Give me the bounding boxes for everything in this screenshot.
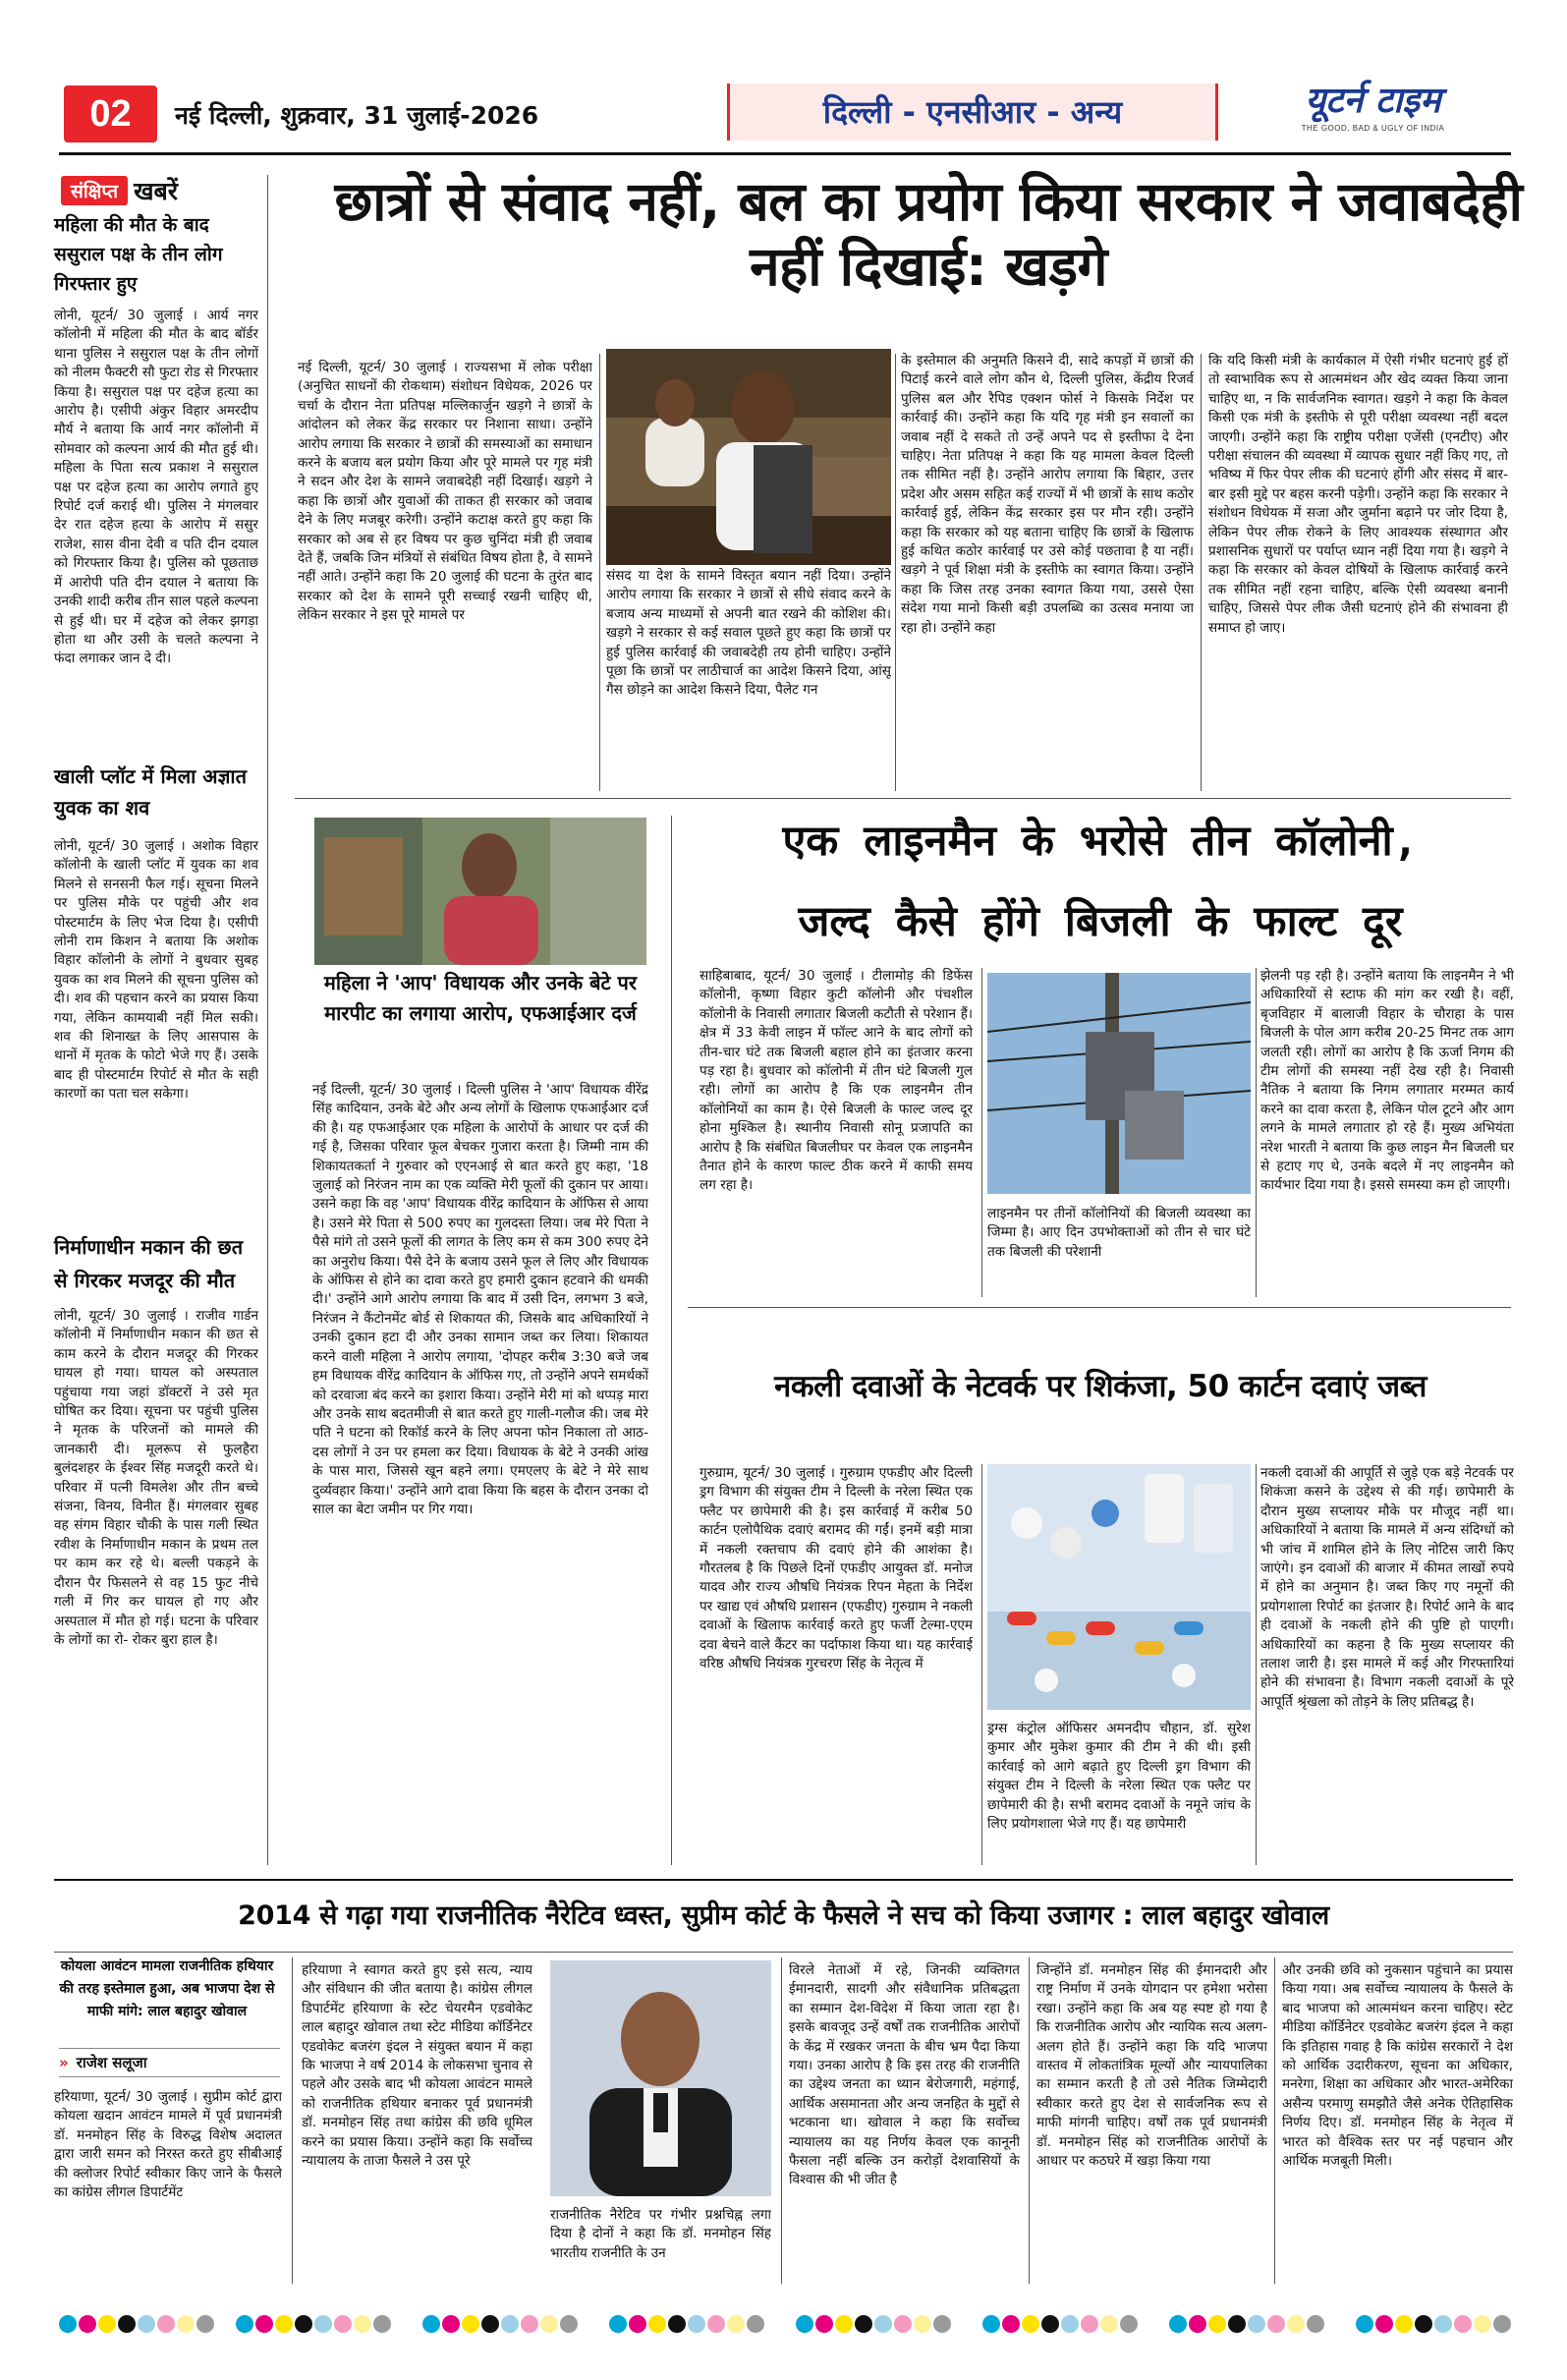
- registration-swatch: [609, 2315, 627, 2333]
- drugs-column-3: नकली दवाओं की आपूर्ति से जुड़े एक बड़े नेटवर्क पर शिकंजा कसने के उद्देश्य से की गई। छापेमारी के दौरान मुख्य सप्लायर मौके पर मौजूद नहीं था। अधिकारियों ने बताया कि मामले में अन्य संदिग्धों को भी जांच में शामिल होने के लिए नोटिस जारी किए जाएंगे। इन दवाओं की बाजार में कीमत लाखों रुपये में होने का अनुमान है। जब्त किए गए नमूनों की प्रयोगशाला रिपोर्ट का इंतजार है। रिपोर्ट आने के बाद ही दवाओं के नकली होने की पुष्टि हो पाएगी। अधिकारियों का कहना है कि मुख्य सप्लायर की तलाश जारी है। इस मामले में कई और गिरफ्तारियां होने की संभावना है। विभाग नकली दवाओं के पूरे आपूर्ति श्रृंखला को तोड़ने के लिए प्रतिबद्ध है।: [1260, 1465, 1514, 1710]
- lineman-bottom-rule: [688, 1307, 1511, 1308]
- bottom-divider-3: [1029, 1957, 1030, 2284]
- lineman-column-1: साहिबाबाद, यूटर्न/ 30 जुलाई । टीलामोड़ की डिफेंस कॉलोनी, कृष्णा विहार कुटी कॉलोनी और पंचशील कॉलोनी के निवासी लगातार बिजली कटौती से परेशान हैं। क्षेत्र में 33 केवी लाइन में फॉल्ट आने के बाद लोगों को तीन-चार घंटे तक बिजली बहाल होने का इंतजार करना पड़ रहा है। बुधवार को कॉलोनी में तीन घंटे बिजली गुल रही। लोगों का आरोप है कि एक लाइनमैन तीन कॉलोनियों का काम है। ऐसे बिजली के फाल्ट जल्द दूर होना मुश्किल है। स्थानीय निवासी सोनू प्रजापति का आरोप है कि संबंधित बिजलीघर पर केवल एक लाइनमैन तैनात होने के कारण फाल्ट ठीक करने में काफी समय लग रहा है।: [700, 968, 973, 1194]
- registration-swatch: [1189, 2315, 1206, 2333]
- bottom-column-2: हरियाणा ने स्वागत करते हुए इसे सत्य, न्याय और संविधान की जीत बताया है। कांग्रेस लीगल डिपार्टमेंट हरियाणा के स्टेट चेयरमैन एडवोकेट लाल बहादुर खोवाल तथा स्टेट मीडिया कॉर्डिनेटर एडवोकेट बजरंग इंदल ने संयुक्त बयान में कहा कि भाजपा ने वर्ष 2014 के लोकसभा चुनाव से पहले और उसके बाद भी कोयला आवंटन मामले को राजनीतिक हथियार बनाकर पूर्व प्रधानमंत्री डॉ. मनमोहन सिंह तथा कांग्रेस की छवि धूमिल करने का प्रयास किया। उन्होंने कहा कि सर्वोच्च न्यायालय के ताजा फैसले ने उस पूरे: [302, 1962, 532, 2170]
- dateline: नई दिल्ली, शुक्रवार, 31 जुलाई-2026: [175, 101, 539, 130]
- registration-bar: [0, 2309, 1567, 2339]
- khowal-photo: [550, 1960, 771, 2196]
- registration-swatch: [1228, 2315, 1246, 2333]
- registration-swatch: [1356, 2315, 1373, 2333]
- registration-swatch: [354, 2315, 371, 2333]
- drugs-headline: नकली दवाओं के नेटवर्क पर शिकंजा, 50 कार्टन दवाएं जब्त: [774, 1369, 1427, 1404]
- kharge-photo: [606, 349, 891, 565]
- lineman-headline-2: जल्द कैसे होंगे बिजली के फाल्ट दूर: [798, 897, 1403, 946]
- complainant-photo: [314, 818, 646, 965]
- registration-swatch: [481, 2315, 499, 2333]
- registration-swatch: [501, 2315, 519, 2333]
- masthead-rule: [59, 152, 1511, 155]
- bottom-kicker: कोयला आवंटन मामला राजनीतिक हथियार की तरह इस्तेमाल हुआ, अब भाजपा देश से माफी मांगे: लाल बहादुर खोवाल: [59, 1958, 275, 2019]
- lineman-headline-1: एक लाइनमैन के भरोसे तीन कॉलोनी,: [782, 817, 1419, 866]
- byline-name: राजेश सलूजा: [76, 2054, 147, 2071]
- registration-swatch: [1307, 2315, 1324, 2333]
- registration-swatch: [1022, 2315, 1039, 2333]
- registration-swatch: [1395, 2315, 1413, 2333]
- brief-tag-red: संक्षिप्त: [61, 176, 128, 205]
- sidebar-brief-tag: [61, 175, 253, 206]
- lead-column-3: के इस्तेमाल की अनुमति किसने दी, सादे कपड़ों में छात्रों की पिटाई करने वाले लोग कौन थे, दिल्ली पुलिस, केंद्रीय रिजर्व पुलिस बल और रैपिड एक्शन फोर्स ने किसके निर्देश पर कार्रवाई की। उन्होंने कहा कि यदि गृह मंत्री इन सवालों का जवाब नहीं दे सकते तो उन्हें अपने पद से इस्तीफा दे देना चाहिए। नेता प्रतिपक्ष ने कहा कि यह मामला केवल दिल्ली तक सीमित नहीं है। उन्होंने आरोप लगाया कि बिहार, उत्तर प्रदेश और असम सहित कई राज्यों में भी छात्रों के साथ कठोर कार्रवाई हुई, लेकिन केंद्र सरकार इस पर मौन रही। उन्होंने कहा कि सरकार को यह बताना चाहिए कि छात्रों के खिलाफ हुई कथित कठोर कार्रवाई पर उसे कोई पछतावा है या नहीं। खड़गे ने पूर्व शिक्षा मंत्री के इस्तीफे का स्वागत किया। उन्होंने कहा कि जिस तरह उनका स्वागत किया गया, उससे ऐसा संदेश गया मानो किसी बड़ी उपलब्धि का उत्सव मनाया जा रहा हो। उन्होंने कहा: [901, 353, 1194, 636]
- page-number: 02: [89, 93, 132, 135]
- registration-swatch: [1002, 2315, 1020, 2333]
- registration-swatch: [1120, 2315, 1138, 2333]
- bottom-column-5: जिन्होंने डॉ. मनमोहन सिंह की ईमानदारी और राष्ट्र निर्माण में उनके योगदान पर हमेशा भरोसा रखा। उन्होंने कहा कि अब यह स्पष्ट हो गया है कि राजनीतिक आरोप और न्यायिक सत्य अलग-अलग होते हैं। उन्होंने कहा कि यदि भाजपा वास्तव में लोकतांत्रिक मूल्यों और न्यायपालिका का सम्मान करती है तो उसे नैतिक जिम्मेदारी स्वीकार करते हुए देश से सार्वजनिक रूप से माफी मांगनी चाहिए। वर्षों तक पूर्व प्रधानमंत्री डॉ. मनमोहन सिंह को राजनीतिक आरोपों के आधार पर कठघरे में खड़ा किया गया: [1036, 1962, 1267, 2170]
- brief-1-body: लोनी, यूटर्न/ 30 जुलाई । आर्य नगर कॉलोनी में महिला की मौत के बाद बॉर्डर थाना पुलिस ने ससुराल पक्ष के तीन लोगों को नीलम फैक्टरी सौ फुटा रोड से गिरफ्तार किया है। ससुराल पक्ष पर दहेज हत्या का आरोप है। एसीपी अंकुर विहार अमरदीप मौर्य ने बताया कि आर्य नगर कॉलोनी में सोमवार को कल्पना आर्य की मौत हुई थी। महिला के पिता सत्य प्रकाश ने ससुराल पक्ष पर दहेज हत्या का आरोप लगाते हुए रिपोर्ट दर्ज कराई थी। पुलिस ने मंगलवार देर रात दहेज हत्या के आरोप में ससुर राजेश, सास वीना देवी व पति दीन दयाल को गिरफ्तार किया है। पुलिस को पूछताछ में आरोपी पति दीन दयाल ने बताया कि उनकी शादी करीब तीन साल पहले कल्पना से हुई थी। घर में दहेज को लेकर झगड़ा होता था और उसी के चलते कल्पना ने फंदा लगाकर जान दे दी।: [54, 308, 258, 667]
- registration-swatch: [648, 2315, 666, 2333]
- section-banner: [727, 84, 1218, 141]
- logo-tagline: THE GOOD, BAD & UGLY OF INDIA: [1301, 124, 1445, 133]
- masthead: [59, 71, 1511, 154]
- lead-column-4: कि यदि किसी मंत्री के कार्यकाल में ऐसी गंभीर घटनाएं हुई हों तो स्वाभाविक रूप से आत्ममंथन और खेद व्यक्त किया जाना चाहिए था, न कि सार्वजनिक स्वागत। खड़गे ने कहा कि केवल किसी एक मंत्री के इस्तीफे से पूरी परीक्षा व्यवस्था नहीं बदल जाएगी। उन्होंने कहा कि राष्ट्रीय परीक्षा एजेंसी (एनटीए) और परीक्षा संचालन की व्यवस्था में व्यापक सुधार नहीं किए गए, तो भविष्य में फिर पेपर लीक की घटनाएं होंगी और संसद में बार-बार इसी मुद्दे पर बहस करनी पड़ेगी। उन्होंने कहा कि सरकार ने संशोधन विधेयक में सजा और जुर्माना बढ़ाने पर जोर दिया है, लेकिन पेपर लीक रोकने के लिए आवश्यक संस्थागत और प्रशासनिक सुधारों पर पर्याप्त ध्यान नहीं दिया गया है। खड़गे ने कहा कि सरकार को केवल दोषियों के खिलाफ कार्रवाई करने तक सीमित नहीं रहना चाहिए, बल्कि ऐसी व्यवस्था बनानी चाहिए, जिससे पेपर लीक जैसी घटनाएं होने की संभावना ही समाप्त हो जाए।: [1208, 353, 1508, 636]
- registration-swatch: [1434, 2315, 1452, 2333]
- registration-swatch: [255, 2315, 273, 2333]
- registration-swatch: [540, 2315, 558, 2333]
- brief-2-title: खाली प्लॉट में मिला अज्ञात युवक का शव: [54, 765, 247, 820]
- registration-swatch: [1248, 2315, 1265, 2333]
- brief-tag-black: खबरें: [134, 177, 179, 205]
- drugs-divider-1: [981, 1464, 982, 1865]
- lead-column-1: नई दिल्ली, यूटर्न/ 30 जुलाई । राज्यसभा में लोक परीक्षा (अनुचित साधनों की रोकथाम) संशोधन विधेयक, 2026 पर चर्चा के दौरान नेता प्रतिपक्ष मल्लिकार्जुन खड़गे ने छात्रों के आंदोलन को लेकर केंद्र सरकार पर निशाना साधा। उन्होंने आरोप लगाया कि सरकार ने छात्रों की समस्याओं का समाधान करने के बजाय बल प्रयोग किया और पूरे मामले पर गृह मंत्री ने सदन और देश के सामने जवाबदेही नहीं दिखाई। खड़गे ने कहा कि छात्रों और युवाओं की ताकत ही सरकार को जवाब देने के लिए मजबूर करेगी। उन्होंने कटाक्ष करते हुए कहा कि सरकार को अब से हर विषय पर कुछ चुनिंदा मंत्री ही जवाब देते हैं, जबकि जिन मंत्रियों से संबंधित विषय होता है, वे सामने नहीं आते। उन्होंने कहा कि 20 जुलाई की घटना के तुरंत बाद सरकार को देश के सामने पूरी सच्चाई रखनी चाहिए थी, लेकिन सरकार ने इस पूरे मामले पर: [298, 360, 592, 624]
- drugs-divider-2: [1256, 1464, 1257, 1865]
- registration-swatch: [629, 2315, 646, 2333]
- registration-swatch: [855, 2315, 872, 2333]
- aap-body: नई दिल्ली, यूटर्न/ 30 जुलाई । दिल्ली पुलिस ने 'आप' विधायक वीरेंद्र सिंह कादियान, उनके बेटे और अन्य लोगों के खिलाफ एफआईआर दर्ज की है। यह एफआईआर एक महिला के आरोपों के आधार पर दर्ज की गई है, जिसका परिवार फूल बेचकर गुजारा करता है। जिम्मी नाम की शिकायतकर्ता ने गुरुवार को एएनआई से बात करते हुए कहा, '18 जुलाई को निरंजन नाम का एक व्यक्ति मेरी फूलों की दुकान पर आया। उसने कहा कि वह 'आप' विधायक वीरेंद्र कादियान के ऑफिस से आया है। उसने मेरे पिता से 500 रुपए का गुलदस्ता लिया। जब मेरे पिता ने पैसे मांगे तो उसने फूलों की लागत के लिए कम से कम 300 रुपए देने का अनुरोध किया। पैसे देने के बजाय उसने फूल ले लिए और विधायक के ऑफिस से होने का दावा करते हुए हमारी दुकान हटवाने की धमकी दी।' उन्होंने आगे आरोप लगाया कि बाद में उसी दिन, लगभग 3 बजे, निरंजन ने कैंटोनमेंट बोर्ड से शिकायत की, जिसके बाद अधिकारियों ने उनकी दुकान हटा दी और उनका सामान जब्त कर लिया। शिकायत करने वाली महिला ने आरोप लगाया, 'दोपहर करीब 3:30 बजे जब हम विधायक वीरेंद्र कादियान के ऑफिस गए, तो उन्होंने अपने समर्थकों को दरवाजा बंद करने का इशारा किया। उन्होंने मेरी मां को थप्पड़ मारा और उनके साथ बदतमीजी से बात करते हुए गाली-गलौज की। जब मेरे पति ने घटना को रिकॉर्ड करने के लिए अपना फोन निकाला तो आठ-दस लोगों ने उन पर हमला कर दिया। विधायक के बेटे ने उनकी आंख के पास मारा, जिससे खून बहने लगा। एमएलए के बेटे ने मेरे साथ दुर्व्यवहार किया।' उन्होंने आगे दावा किया कि बहस के दौरान उनका दो साल का बेटा जमीन पर गिर गया।: [312, 1082, 648, 1517]
- registration-swatch: [334, 2315, 352, 2333]
- cmyk-marks: [0, 2309, 1567, 2339]
- registration-swatch: [196, 2315, 214, 2333]
- bottom-headline: 2014 से गढ़ा गया राजनीतिक नैरेटिव ध्वस्त, सुप्रीम कोर्ट के फैसले ने सच को किया उजागर : लाल बहादुर खोवाल: [238, 1900, 1329, 1931]
- brief-3-body: लोनी, यूटर्न/ 30 जुलाई । राजीव गार्डन कॉलोनी में निर्माणाधीन मकान की छत से काम करने के दौरान मजदूर की गिरकर घायल हो गया। घायल को अस्पताल पहुंचाया गया जहां डॉक्टरों ने उसे मृत घोषित कर दिया। सूचना पर पहुंची पुलिस ने मृतक के परिजनों को मामले की जानकारी दी। मूलरूप से फुलहैरा बुलंदशहर के ईश्वर सिंह मजदूरी करते थे। परिवार में पत्नी विमलेश और तीन बच्चे संजना, विनय, विनीत हैं। मंगलवार सुबह वह संगम विहार चौकी के पास गली स्थित रवीश के निर्माणाधीन मकान के प्रथम तल पर काम कर रहे थे। बल्ली पकड़ने के दौरान पैर फिसलने से वह 15 फुट नीचे गली में गिर कर घायल हो गए और अस्पताल में मौत हो गई। घटना के परिवार के लोगों का रो- रोकर बुरा हाल है।: [54, 1308, 258, 1648]
- registration-swatch: [1081, 2315, 1098, 2333]
- registration-swatch: [668, 2315, 686, 2333]
- bottom-divider-4: [1274, 1957, 1275, 2284]
- aap-divider: [671, 816, 672, 1865]
- medicines-photo: [987, 1464, 1251, 1710]
- registration-swatch: [236, 2315, 253, 2333]
- registration-swatch: [914, 2315, 931, 2333]
- registration-swatch: [560, 2315, 578, 2333]
- registration-swatch: [747, 2315, 764, 2333]
- registration-swatch: [314, 2315, 332, 2333]
- bottom-headline-rule: [54, 1952, 1513, 1953]
- bottom-photo-caption: राजनीतिक नैरेटिव पर गंभीर प्रश्नचिह्न लगा दिया है दोनों ने कहा कि डॉ. मनमोहन सिंह भारतीय राजनीति के उन: [550, 2207, 771, 2261]
- brief-2-body: लोनी, यूटर्न/ 30 जुलाई । अशोक विहार कॉलोनी के खाली प्लॉट में युवक का शव मिलने से सनसनी फैल गई। सूचना मिलने पर पुलिस मौके पर पहुंची और शव पोस्टमार्टम के लिए भेज दिया है। एसीपी लोनी राम किशन ने बताया कि अशोक विहार कॉलोनी के लोगों ने बुधवार सुबह युवक का शव मिलने की सूचना पुलिस को दी। शव की पहचान करने का प्रयास किया गया, लेकिन कामयाबी नहीं मिल सकी। शव की शिनाख्त के लिए आसपास के थानों में मृतक के फोटो भेजे गए हैं। उसके बाद ही पोस्टमार्टम रिपोर्ट से मौत के सही कारणों का पता चल सकेगा।: [54, 838, 258, 1103]
- registration-swatch: [1041, 2315, 1059, 2333]
- registration-swatch: [1267, 2315, 1285, 2333]
- bottom-divider-2: [781, 1957, 782, 2284]
- registration-swatch: [1208, 2315, 1226, 2333]
- registration-swatch: [98, 2315, 116, 2333]
- sidebar-divider: [267, 175, 268, 1865]
- registration-swatch: [1415, 2315, 1432, 2333]
- lead-divider-1: [599, 354, 600, 791]
- lead-bottom-rule: [295, 798, 1511, 799]
- logo-text: यूटर्न टाइम: [1305, 81, 1441, 121]
- lead-column-2: संसद या देश के सामने विस्तृत बयान नहीं दिया। उन्होंने आरोप लगाया कि सरकार ने छात्रों से सीधे संवाद करने के बजाय अन्य माध्यमों से अपनी बात रखने की कोशिश की। खड़गे ने सरकार से कई सवाल पूछते हुए कहा कि छात्रों पर हुई पुलिस कार्रवाई की जवाबदेही तय होनी चाहिए। उन्होंने पूछा कि छात्रों पर लाठीचार्ज का आदेश किसने दिया, आंसू गैस छोड़ने का आदेश किसने दिया, पैलेट गन: [606, 568, 891, 699]
- registration-swatch: [1375, 2315, 1393, 2333]
- registration-swatch: [874, 2315, 892, 2333]
- bottom-column-4: विरले नेताओं में रहे, जिनकी व्यक्तिगत ईमानदारी, सादगी और संवैधानिक प्रतिबद्धता का सम्मान देश-विदेश में किया जाता रहा है। इसके बावजूद उन्हें वर्षों तक राजनीतिक आरोपों के केंद्र में रखकर जनता के बीच भ्रम पैदा किया गया। उनका आरोप है कि इस तरह की राजनीति का उद्देश्य जनता का ध्यान बेरोजगारी, महंगाई, आर्थिक असमानता और अन्य जनहित के मुद्दों से भटकाना था। खोवाल ने कहा कि सर्वोच्च न्यायालय का यह निर्णय केवल एक कानूनी फैसला नहीं बल्कि उन करोड़ों देशवासियों के विश्वास की भी जीत है: [789, 1962, 1020, 2188]
- registration-swatch: [1061, 2315, 1079, 2333]
- registration-swatch: [796, 2315, 813, 2333]
- registration-swatch: [275, 2315, 293, 2333]
- registration-swatch: [1100, 2315, 1118, 2333]
- registration-swatch: [118, 2315, 136, 2333]
- registration-swatch: [1169, 2315, 1187, 2333]
- bottom-byline: [59, 2048, 280, 2077]
- registration-swatch: [1454, 2315, 1472, 2333]
- registration-swatch: [422, 2315, 440, 2333]
- registration-swatch: [295, 2315, 312, 2333]
- lead-headline: छात्रों से संवाद नहीं, बल का प्रयोग किया सरकार ने जवाबदेही नहीं दिखाई: खड़गे: [334, 170, 1523, 298]
- lead-divider-3: [1201, 354, 1202, 791]
- section-title: दिल्ली - एनसीआर - अन्य: [822, 93, 1123, 131]
- registration-swatch: [688, 2315, 705, 2333]
- registration-swatch: [933, 2315, 951, 2333]
- bottom-divider-1: [292, 1957, 293, 2284]
- registration-swatch: [707, 2315, 725, 2333]
- registration-swatch: [815, 2315, 833, 2333]
- lineman-divider-2: [1256, 968, 1257, 1297]
- byline-marker: »: [59, 2054, 69, 2071]
- brief-1-title: महिला की मौत के बाद ससुराल पक्ष के तीन लोग गिरफ्तार हुए: [54, 214, 223, 295]
- registration-swatch: [373, 2315, 391, 2333]
- lead-divider-2: [895, 354, 896, 791]
- registration-swatch: [521, 2315, 538, 2333]
- lineman-column-3: झेलनी पड़ रही है। उन्होंने बताया कि लाइनमैन ने भी अधिकारियों से स्टाफ की मांग कर रखी है। वहीं, बृजविहार में बालाजी विहार के चौराहा के पास बिजली के पोल आग करीब 20-25 मिनट तक आग जलती रही। लोगों का आरोप है कि ऊर्जा निगम की टीम लोगों की समस्या नहीं देख रही है। निवासी नैतिक ने बताया कि निगम लगातार मरम्मत कार्य करने का दावा करता है, लेकिन पोल टूटने और आग लगने के मामले लगातार हो रहे हैं। मुख्य अभियंता नरेश भारती ने बताया कि कुछ लाइन मैन बिजली घर से हटाए गए थे, उनके बदले में नए लाइनमैन को कार्यभार दिया गया है। इससे समस्या कम हो जाएगी।: [1260, 968, 1514, 1194]
- registration-swatch: [59, 2315, 77, 2333]
- bottom-column-1: हरियाणा, यूटर्न/ 30 जुलाई । सुप्रीम कोर्ट द्वारा कोयला खदान आवंटन मामले में पूर्व प्रधानमंत्री डॉ. मनमोहन सिंह के विरुद्ध विशेष अदालत द्वारा जारी समन को निरस्त करते हुए सीबीआई की क्लोजर रिपोर्ट स्वीकार किए जाने के फैसले का कांग्रेस लीगल डिपार्टमेंट: [54, 2089, 282, 2201]
- registration-swatch: [157, 2315, 175, 2333]
- brief-3-title: निर्माणाधीन मकान की छत से गिरकर मजदूर की मौत: [54, 1235, 244, 1292]
- registration-swatch: [1474, 2315, 1491, 2333]
- logo: [1238, 79, 1508, 145]
- registration-swatch: [138, 2315, 155, 2333]
- registration-swatch: [982, 2315, 1000, 2333]
- registration-swatch: [177, 2315, 195, 2333]
- registration-swatch: [462, 2315, 479, 2333]
- lineman-divider-1: [981, 968, 982, 1297]
- registration-swatch: [79, 2315, 96, 2333]
- registration-swatch: [835, 2315, 853, 2333]
- registration-swatch: [894, 2315, 912, 2333]
- drugs-caption: ड्रग्स कंट्रोल ऑफिसर अमनदीप चौहान, डॉ. सुरेश कुमार और मुकेश कुमार की टीम ने की थी। इसी कार्रवाई को आगे बढ़ाते हुए दिल्ली ड्रग विभाग की संयुक्त टीम ने दिल्ली के नरेला स्थित एक फ्लैट पर छापेमारी की है। सभी बरामद दवाओं के नमूने जांच के लिए प्रयोगशाला भेजे गए हैं। यह छापेमारी: [987, 1721, 1251, 1833]
- registration-swatch: [727, 2315, 745, 2333]
- sidebar-column: [54, 208, 258, 1879]
- registration-swatch: [442, 2315, 460, 2333]
- lineman-caption: लाइनमैन पर तीनों कॉलोनियों की बिजली व्यवस्था का जिम्मा है। आए दिन उपभोक्ताओं को तीन से चार घंटे तक बिजली की परेशानी: [987, 1206, 1251, 1260]
- registration-swatch: [1493, 2315, 1511, 2333]
- aap-headline: महिला ने 'आप' विधायक और उनके बेटे पर मारपीट का लगाया आरोप, एफआईआर दर्ज: [323, 971, 638, 1025]
- power-pole-photo: [987, 973, 1251, 1194]
- registration-swatch: [1287, 2315, 1305, 2333]
- page-number-box: [64, 85, 157, 142]
- bottom-column-6: और उनकी छवि को नुकसान पहुंचाने का प्रयास किया गया। अब सर्वोच्च न्यायालय के फैसले के बाद भाजपा को आत्ममंथन करना चाहिए। स्टेट मीडिया कॉर्डिनेटर एडवोकेट बजरंग इंदल ने कहा कि इतिहास गवाह है कि कांग्रेस सरकारों ने देश को आर्थिक उदारीकरण, सूचना का अधिकार, मनरेगा, शिक्षा का अधिकार और भारत-अमेरिका असैन्य परमाणु समझौते जैसे अनेक ऐतिहासिक निर्णय दिए। डॉ. मनमोहन सिंह के नेतृत्व में भारत को वैश्विक स्तर पर नई पहचान और आर्थिक मजबूती मिली।: [1282, 1962, 1513, 2170]
- drugs-column-1: गुरुग्राम, यूटर्न/ 30 जुलाई । गुरुग्राम एफडीए और दिल्ली ड्रग विभाग की संयुक्त टीम ने दिल्ली के नरेला स्थित एक फ्लैट पर छापेमारी की है। इस कार्रवाई में करीब 50 कार्टन एलोपैथिक दवाएं बरामद की गईं। इनमें बड़ी मात्रा में नकली रक्तचाप की दवाएं होने की आशंका है। गौरतलब है कि पिछले दिनों एफडीए आयुक्त डॉ. मनोज यादव और राज्य औषधि नियंत्रक रिपन मेहता के निर्देश पर खाद्य एवं औषधि प्रशासन (एफडीए) गुरुग्राम ने नकली दवाओं के खिलाफ कार्रवाई करते हुए फर्जी टेल्मा-एएम दवा बेचने वाले कैंटर का पर्दाफाश किया था। यह कार्रवाई वरिष्ठ औषधि नियंत्रक गुरचरण सिंह के नेतृत्व में: [700, 1465, 973, 1672]
- bottom-top-rule: [54, 1879, 1513, 1881]
